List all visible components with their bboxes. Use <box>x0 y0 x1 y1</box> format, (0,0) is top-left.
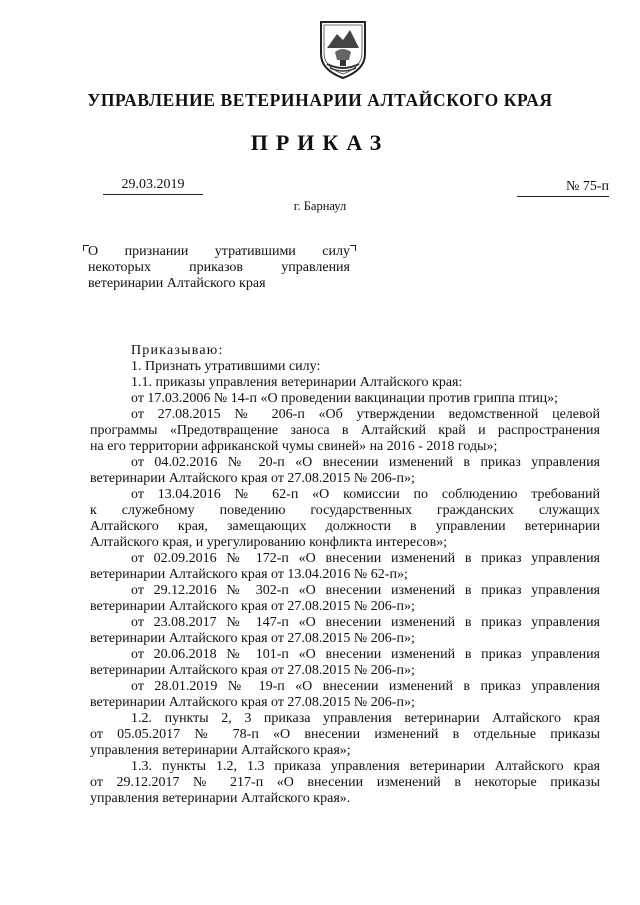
document-type: ПРИКАЗ <box>250 130 390 155</box>
item-1-3-line: 1.3. пункты 1.2, 1.3 приказа управления ветеринарии Алтайского края <box>131 759 600 774</box>
order-entry <box>90 391 600 407</box>
order-entry-line: ветеринарии Алтайского края от 27.08.2015 № 206-п»; <box>90 663 415 678</box>
order-entry-line: ветеринарии Алтайского края от 27.08.2015 № 206-п»; <box>90 599 415 614</box>
item-1-3-line: управления ветеринарии Алтайского края». <box>90 791 351 806</box>
item-1-2-line: от 05.05.2017 № 78-п «О внесении изменений в отдельные приказы <box>90 727 600 742</box>
document-title <box>88 244 350 292</box>
order-entry-line: ветеринарии Алтайского края от 27.08.2015 № 206-п»; <box>90 695 415 710</box>
title-corner-left <box>83 245 89 251</box>
order-entry-line: Алтайского края, и урегулированию конфликта интересов»; <box>90 535 448 550</box>
order-entry-line: от 27.08.2015 № 206-п «Об утверждении ведомственной целевой <box>131 407 600 422</box>
order-entry-line: программы «Предотвращение заноса в Алтайский край и распространения <box>90 423 600 438</box>
organization-name: УПРАВЛЕНИЕ ВЕТЕРИНАРИИ АЛТАЙСКОГО КРАЯ <box>87 90 553 110</box>
order-entry-line: от 04.02.2016 № 20-п «О внесении изменений в приказ управления <box>131 455 600 470</box>
item-1-1: 1.1. приказы управления ветеринарии Алтайского края: <box>131 375 463 390</box>
order-entry-line: к служебному поведению государственных гражданских служащих <box>90 503 600 518</box>
order-entry <box>90 407 600 455</box>
order-entry-line: Алтайского края, замещающих должности в управлении ветеринарии <box>90 519 600 534</box>
repealed-orders-list <box>90 391 600 711</box>
item-1-2 <box>90 711 600 759</box>
order-entry <box>90 583 600 615</box>
title-line: ветеринарии Алтайского края <box>88 276 266 291</box>
order-entry <box>90 487 600 551</box>
document-date: 29.03.2019 <box>103 177 203 195</box>
city: г. Барнаул <box>293 199 347 213</box>
order-entry-line: от 13.04.2016 № 62-п «О комиссии по соблюдению требований <box>131 487 600 502</box>
order-entry-line: от 23.08.2017 № 147-п «О внесении изменений в приказ управления <box>131 615 600 630</box>
item-1: 1. Признать утратившими силу: <box>131 359 321 374</box>
coat-of-arms-icon <box>317 18 369 82</box>
order-entry-line: ветеринарии Алтайского края от 27.08.2015 № 206-п»; <box>90 631 415 646</box>
order-entry-line: от 29.12.2016 № 302-п «О внесении изменений в приказ управления <box>131 583 600 598</box>
item-1-3-line: от 29.12.2017 № 217-п «О внесении изменений в некоторые приказы <box>90 775 600 790</box>
order-entry-line: от 20.06.2018 № 101-п «О внесении изменений в приказ управления <box>131 647 600 662</box>
document-body <box>90 343 600 807</box>
order-entry-line: от 17.03.2006 № 14-п «О проведении вакцинации против гриппа птиц»; <box>131 391 558 406</box>
title-line: некоторых приказов управления <box>88 260 350 275</box>
title-line: О признании утратившими силу <box>88 244 350 259</box>
order-entry-line: на его территории африканской чумы свиней» на 2016 - 2018 годы»; <box>90 439 498 454</box>
order-entry <box>90 679 600 711</box>
order-entry-line: от 02.09.2016 № 172-п «О внесении изменений в приказ управления <box>131 551 600 566</box>
order-entry <box>90 647 600 679</box>
item-1-3 <box>90 759 600 807</box>
order-entry-line: от 28.01.2019 № 19-п «О внесении изменений в приказ управления <box>131 679 600 694</box>
item-1-2-line: управления ветеринарии Алтайского края»; <box>90 743 351 758</box>
order-entry <box>90 551 600 583</box>
document-number: № 75-п <box>517 179 609 197</box>
order-entry-line: ветеринарии Алтайского края от 27.08.2015 № 206-п»; <box>90 471 415 486</box>
order-entry-line: ветеринарии Алтайского края от 13.04.2016 № 62-п»; <box>90 567 408 582</box>
order-entry <box>90 455 600 487</box>
title-corner-right <box>350 245 356 251</box>
item-1-2-line: 1.2. пункты 2, 3 приказа управления ветеринарии Алтайского края <box>131 711 600 726</box>
order-word: Приказываю: <box>131 343 224 358</box>
order-entry <box>90 615 600 647</box>
